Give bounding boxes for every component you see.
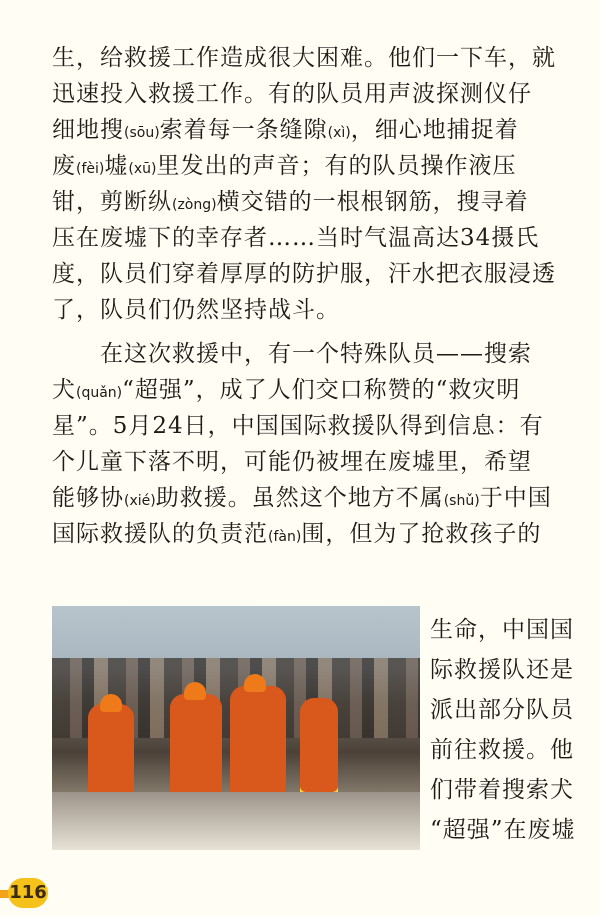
pinyin-annotation: (quǎn): [76, 385, 123, 401]
rubble: [52, 792, 420, 850]
text-segment: 索着每一条缝隙: [159, 117, 328, 143]
side-text-line: 派出部分队员: [430, 697, 574, 723]
text-segment: 横交错的一根根钢筋，搜寻着: [216, 189, 529, 215]
text-segment: 个儿童下落不明，可能仍被埋在废墟里，希望: [52, 449, 532, 475]
text-line: [52, 480, 552, 519]
pinyin-annotation: (fàn): [268, 529, 302, 545]
rescue-worker: [230, 686, 286, 804]
text-segment: 钳，剪断纵: [52, 189, 172, 215]
text-segment: “超强”，成了人们交口称赞的“救灾明: [122, 377, 521, 403]
text-line: [52, 112, 519, 151]
text-line: [52, 516, 541, 555]
text-segment: 压在废墟下的幸存者……当时气温高达34摄氏: [52, 225, 540, 251]
text-line: [52, 40, 556, 76]
text-segment: 废: [52, 153, 76, 179]
text-segment: 能够协: [52, 485, 124, 511]
text-segment: ，细心地捕捉着: [350, 117, 519, 143]
text-line: [52, 372, 520, 411]
rescue-photo: [52, 606, 420, 850]
side-text-line: 前往救援。他: [430, 737, 574, 763]
text-line: [52, 76, 532, 112]
side-text-line: 生命，中国国: [430, 617, 574, 643]
text-segment: 助救援。虽然这个地方不属: [155, 485, 444, 511]
pinyin-annotation: (xì): [327, 125, 351, 141]
side-text-line: 际救援队还是: [430, 657, 574, 683]
text-segment: 犬: [52, 377, 76, 403]
text-line: [100, 336, 532, 372]
text-segment: 于中国: [479, 485, 552, 511]
side-text-line: “超强”在废墟: [430, 817, 576, 843]
pinyin-annotation: (xié): [124, 493, 156, 509]
text-line: [52, 184, 529, 223]
pinyin-annotation: (sōu): [124, 125, 160, 141]
text-segment: 墟: [104, 153, 129, 179]
text-line: [52, 444, 532, 480]
text-segment: 星”。5月24日，中国国际救援队得到信息：有: [52, 413, 544, 439]
text-segment: 围，但为了抢救孩子的: [301, 521, 542, 547]
text-segment: 生，给救援工作造成很大困难。他们一下车，就: [52, 45, 556, 71]
text-segment: 度，队员们穿着厚厚的防护服，汗水把衣服浸透: [52, 261, 556, 287]
text-segment: 了，队员们仍然坚持战斗。: [52, 297, 340, 323]
rescue-worker: [300, 698, 338, 798]
text-line: [52, 292, 340, 328]
text-line: [52, 408, 544, 444]
side-text-line: 们带着搜索犬: [430, 777, 574, 803]
pinyin-annotation: (fèi): [76, 161, 105, 177]
pinyin-annotation: (xū): [128, 161, 157, 177]
helmet-icon: [244, 674, 266, 692]
helmet-icon: [184, 682, 206, 700]
page-number: 116: [8, 878, 48, 908]
text-line: [52, 256, 556, 292]
text-line: [52, 148, 516, 187]
pinyin-annotation: (shǔ): [443, 493, 480, 509]
text-line: [52, 220, 539, 256]
text-segment: 国际救援队的负责范: [52, 521, 268, 547]
helmet-icon: [100, 694, 122, 712]
text-segment: 在这次救援中，有一个特殊队员——搜索: [100, 341, 532, 367]
text-segment: 细地搜: [52, 117, 124, 143]
text-segment: 迅速投入救援工作。有的队员用声波探测仪仔: [52, 81, 532, 107]
text-segment: 里发出的声音；有的队员操作液压: [156, 153, 517, 179]
pinyin-annotation: (zòng): [172, 197, 217, 213]
